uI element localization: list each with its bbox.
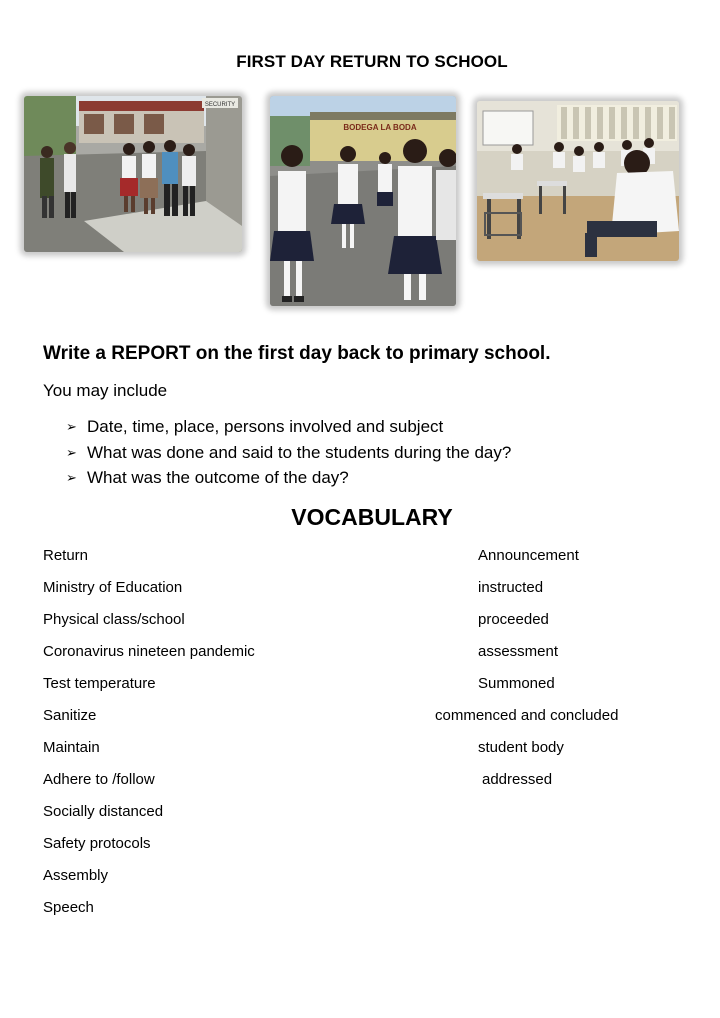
vocabulary-title: VOCABULARY [291,504,453,530]
vocab-word: Test temperature [43,675,156,692]
list-item: ➢ Date, time, place, persons involved and subject [66,416,511,442]
page-title: FIRST DAY RETURN TO SCHOOL [236,52,508,71]
arrow-bullet-icon: ➢ [66,419,77,434]
vocab-word: Physical class/school [43,611,185,628]
photo-students-lined-up [270,96,456,306]
report-heading: Write a REPORT on the first day back to primary school. [43,343,551,364]
vocab-word: Assembly [43,867,109,884]
intro-text: You may include [43,381,168,400]
vocab-word: Announcement [478,547,579,564]
vocab-word: Maintain [43,739,100,756]
photo-classroom [477,101,679,261]
vocab-word: student body [478,739,564,756]
vocab-word: Ministry of Education [43,579,183,596]
vocab-word: Adhere to /follow [43,771,155,788]
vocab-word: proceeded [478,611,549,628]
vocab-word: instructed [478,579,544,596]
arrow-bullet-icon: ➢ [66,444,77,460]
list-item: ➢ What was done and said to the students during the day? [66,442,511,468]
vocab-word: assessment [478,643,559,660]
store-sign-text: BODEGA LA BODA [343,123,417,132]
vocab-word: Return [43,547,89,564]
report-bullet-list [66,416,511,493]
vocab-word: commenced and concluded [435,707,619,724]
vocab-word: addressed [482,771,553,788]
list-item: ➢ What was the outcome of the day? [66,467,511,493]
arrow-bullet-icon: ➢ [66,470,77,485]
security-sign-text: SECURITY [204,102,236,108]
vocab-word: Socially distanced [43,803,164,820]
vocab-word: Summoned [478,675,555,692]
photo-school-entrance [24,96,242,252]
vocab-word: Coronavirus nineteen pandemic [43,643,255,660]
vocab-word: Sanitize [43,707,97,724]
vocab-word: Speech [43,899,94,916]
vocab-word: Safety protocols [43,835,151,852]
